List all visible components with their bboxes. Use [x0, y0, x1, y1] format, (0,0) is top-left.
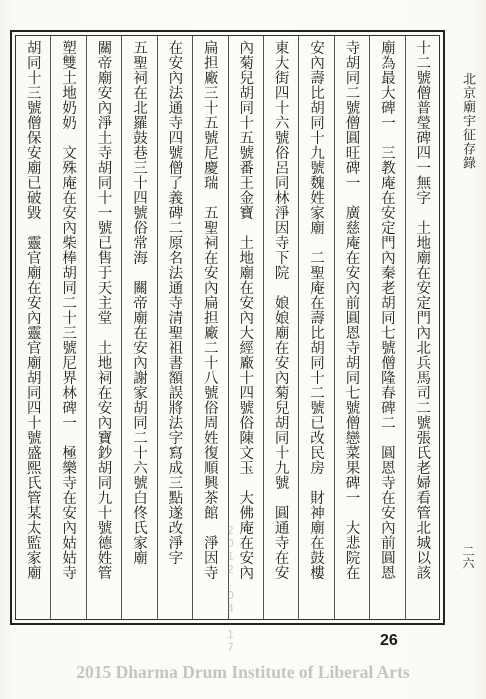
- column-rule: [298, 36, 299, 619]
- column-rule: [263, 36, 264, 619]
- text-column: 五聖祠在北羅鼓巷三十四號俗常海 關帝廟在安內謝家胡同二十六號白佟氏家廟: [130, 40, 147, 565]
- column-rule: [334, 36, 335, 619]
- text-column: 塑雙土地奶奶 文殊庵在安內柴棒胡同二十三號尼界林碑一 極樂寺在安內姑姑寺: [60, 40, 77, 580]
- text-column: 扁担廠三十五號尼慶瑞 五聖祠在安內扁担廠二十八號俗周姓復順興茶館 淨因寺: [201, 40, 218, 580]
- text-column: 廟為最大碑一 三教庵在安定門內秦老胡同七號僧隆春碑二 圓恩寺在安內前圓恩: [378, 40, 395, 580]
- folio-number: 二六: [461, 545, 475, 569]
- column-rule: [405, 36, 406, 619]
- text-column: 安內壽比胡同十九號魏姓家廟 二聖庵在壽比胡同十二號已改民房 財神廟在鼓樓: [308, 40, 325, 580]
- text-column: 關帝廟安內淨土寺胡同十一號已售于天主堂 土地祠在安內寶鈔胡同九十號德姓管: [95, 40, 112, 580]
- text-column: 內菊兒胡同十五號番王金寶 土地廟在安內大經廠十四號俗陳文玉 大佛庵在安內: [237, 40, 254, 580]
- text-column: 寺胡同二號僧圓旺碑一 廣慈庵在安內前圓恩寺胡同七號僧戀菜果碑一 大悲院在: [343, 40, 360, 580]
- column-rule: [50, 36, 51, 619]
- text-column: 在安內法通寺四號僧了義碑二原名法通寺清聖祖書額誤將法字寫成三點遂改淨字: [166, 40, 183, 565]
- column-rule: [369, 36, 370, 619]
- column-rule: [121, 36, 122, 619]
- running-title: 北京廟宇征存錄: [460, 72, 475, 170]
- column-rule: [192, 36, 193, 619]
- text-column: 十二號僧普瑩碑四一無字 土地廟在安定門內北兵馬司二號張氏老婦看管北城以該: [414, 40, 431, 580]
- column-rule: [86, 36, 87, 619]
- column-rule: [157, 36, 158, 619]
- date-stamp: 2012.04.17: [224, 524, 237, 654]
- text-column: 胡同十三號僧保安廟已破毀 靈官廟在安內靈官廟胡同四十號盛熙氏管某太監家廟: [24, 40, 41, 580]
- watermark: 2015 Dharma Drum Institute of Liberal Arts: [76, 662, 410, 682]
- text-column: 東大街四十六號俗呂同林淨因寺下院 娘娘廟在安內菊兒胡同十九號 圓通寺在安: [272, 40, 289, 580]
- page-number: 26: [380, 632, 398, 649]
